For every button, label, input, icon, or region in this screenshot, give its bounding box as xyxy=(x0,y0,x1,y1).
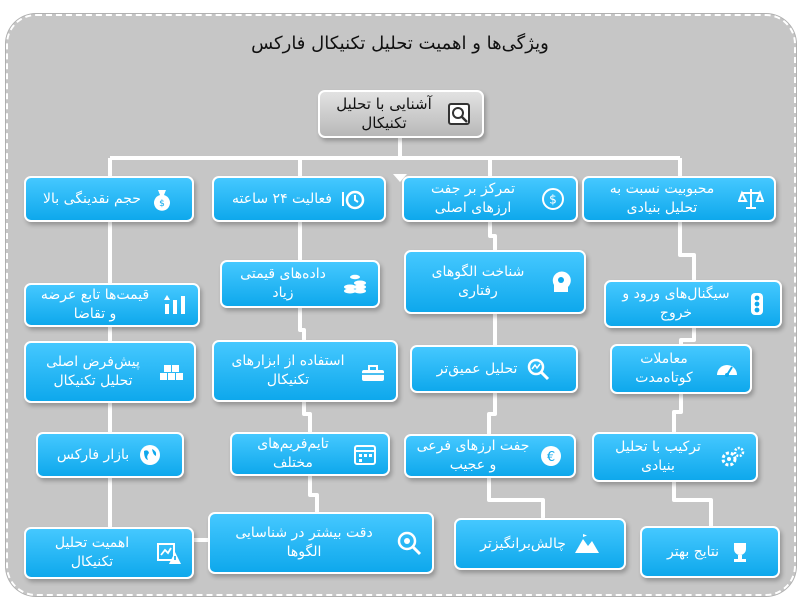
trophy-icon xyxy=(727,539,753,565)
target-magnifier-icon xyxy=(396,530,422,556)
node-combine[interactable] xyxy=(592,432,758,482)
node-challenging[interactable] xyxy=(454,518,626,570)
node-label: پیش‌فرض اصلی تحلیل تکنیکال xyxy=(46,354,140,389)
coins-stack-icon xyxy=(342,271,368,297)
node-label: نتایج بهتر xyxy=(666,543,720,560)
node-label: فعالیت ۲۴ ساعته xyxy=(232,190,332,207)
node-label: شناخت الگوهای رفتاری xyxy=(431,264,525,299)
money-bag-icon xyxy=(149,186,175,212)
node-label: داده‌های قیمتی زیاد xyxy=(240,266,326,301)
node-liquidity[interactable] xyxy=(24,176,194,222)
node-label: دقت بیشتر در شناسایی الگوها xyxy=(235,525,373,560)
warning-chart-icon xyxy=(156,540,182,566)
node-signals[interactable] xyxy=(604,280,782,328)
node-popularity[interactable] xyxy=(582,176,776,222)
node-timeframes[interactable] xyxy=(230,432,390,476)
node-tools[interactable] xyxy=(212,340,398,402)
node-label: معاملات کوتاه‌مدت xyxy=(635,351,693,386)
connector-root-bus xyxy=(110,134,680,176)
tools-icon xyxy=(360,358,386,384)
node-accuracy[interactable] xyxy=(208,512,434,574)
node-label: محبوبیت نسبت به تحلیل بنیادی xyxy=(609,181,715,216)
node-minor-pairs[interactable] xyxy=(404,434,576,478)
magnifier-page-icon xyxy=(446,101,472,127)
node-label: تایم‌فریم‌های مختلف xyxy=(257,436,329,471)
currency-globe-icon xyxy=(540,186,566,212)
root-label: آشنایی با تحلیل تکنیکال xyxy=(336,95,432,132)
blocks-icon xyxy=(158,359,184,385)
node-better-results[interactable] xyxy=(640,526,780,578)
root-node[interactable] xyxy=(318,90,484,138)
clock-icon xyxy=(340,186,366,212)
traffic-light-icon xyxy=(744,291,770,317)
node-supply-demand[interactable] xyxy=(24,283,200,327)
node-label: جفت ارزهای فرعی و عجیب xyxy=(416,438,530,473)
node-label: اهمیت تحلیل تکنیکال xyxy=(54,535,130,570)
head-gears-icon xyxy=(548,269,574,295)
node-forex-market[interactable] xyxy=(36,432,184,478)
node-label: تحلیل عمیق‌تر xyxy=(436,360,518,377)
svg-text:$: $ xyxy=(549,192,557,207)
node-label: ترکیب با تحلیل بنیادی xyxy=(615,439,701,474)
node-assumption[interactable] xyxy=(24,341,196,403)
svg-text:€: € xyxy=(546,450,556,465)
node-label: چالش‌برانگیزتر xyxy=(480,535,566,552)
node-label: حجم نقدینگی بالا xyxy=(43,190,141,207)
svg-text:$: $ xyxy=(159,199,165,209)
supply-demand-icon xyxy=(162,292,188,318)
node-label: استفاده از ابزارهای تکنیکال xyxy=(231,353,345,388)
calendar-icon xyxy=(352,441,378,467)
node-importance[interactable] xyxy=(24,527,194,579)
node-label: قیمت‌ها تابع عرضه و تقاضا xyxy=(40,287,150,322)
node-deep-analysis[interactable] xyxy=(410,345,578,393)
globe-icon xyxy=(137,442,163,468)
magnifier-chart-icon xyxy=(525,356,551,382)
node-price-data[interactable] xyxy=(220,260,380,308)
node-24h[interactable] xyxy=(212,176,386,222)
scales-icon xyxy=(738,186,764,212)
currency-exchange-icon xyxy=(538,443,564,469)
diagram-title: ویژگی‌ها و اهمیت تحلیل تکنیکال فارکس xyxy=(251,33,549,54)
gears-icon xyxy=(720,444,746,470)
mountain-icon xyxy=(574,531,600,557)
node-label: تمرکز بر جفت ارزهای اصلی xyxy=(430,181,516,216)
node-label: بازار فارکس xyxy=(56,446,130,463)
node-behavior[interactable] xyxy=(404,250,586,314)
speedometer-icon xyxy=(714,356,740,382)
node-major-pairs[interactable] xyxy=(402,176,578,222)
node-short-term[interactable] xyxy=(610,344,752,394)
node-label: سیگنال‌های ورود و خروج xyxy=(622,286,730,321)
